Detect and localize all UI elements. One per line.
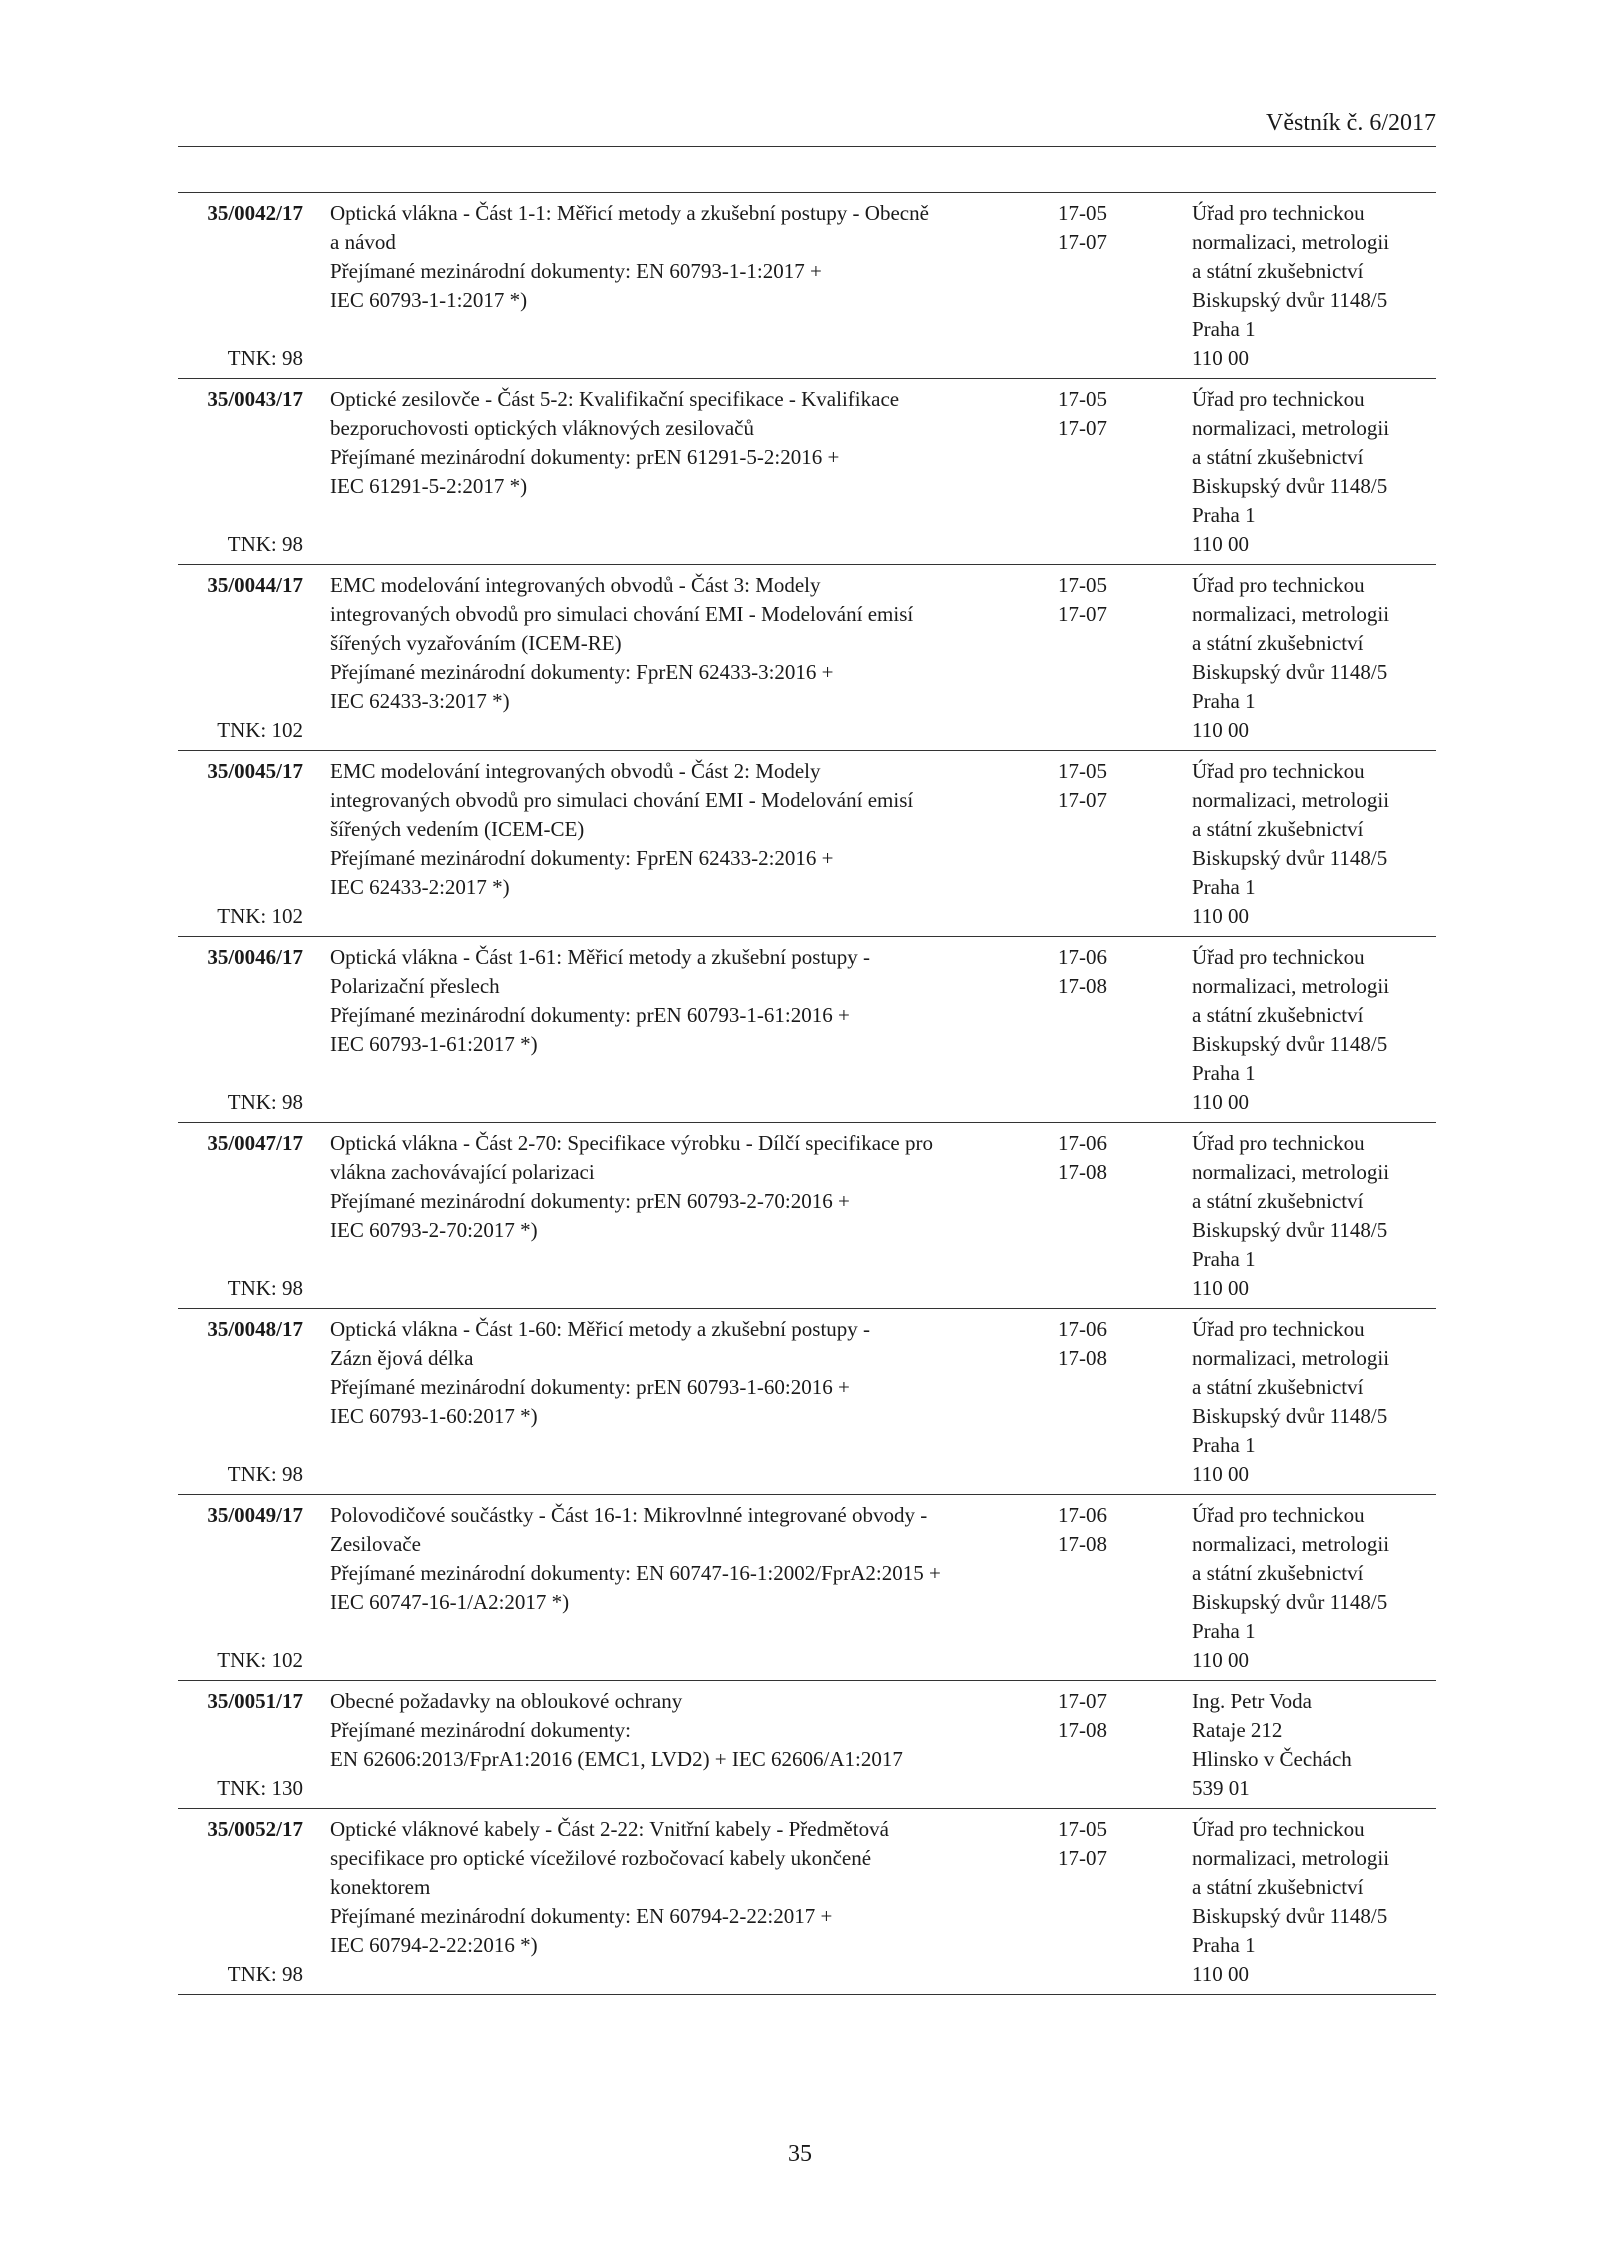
dates-cell: [1058, 1815, 1158, 1989]
title-line: EMC modelování integrovaných obvodů - Část 2: Modely: [330, 759, 821, 783]
title-line: Přejímané mezinárodní dokumenty: prEN 60793-1-61:2016 +: [330, 1003, 850, 1027]
title-line: IEC 60793-1-60:2017 *): [330, 1404, 538, 1428]
title-line: IEC 62433-2:2017 *): [330, 875, 510, 899]
title-line: Přejímané mezinárodní dokumenty: prEN 61291-5-2:2016 +: [330, 445, 840, 469]
table-row: [178, 564, 1436, 750]
table-row: [178, 750, 1436, 936]
table-row: [178, 936, 1436, 1122]
office-line: Biskupský dvůr 1148/5: [1192, 1904, 1388, 1928]
standard-number: 35/0042/17: [207, 201, 303, 225]
title-line: Optická vlákna - Část 1-61: Měřicí metody a zkušební postupy -: [330, 945, 871, 969]
dates-cell: [1058, 385, 1158, 559]
office-line: Úřad pro technickou: [1192, 945, 1365, 969]
row-id-cell: [178, 943, 303, 1117]
office-cell: [1192, 1315, 1436, 1489]
office-cell: [1192, 385, 1436, 559]
office-line: Praha 1: [1192, 1933, 1256, 1957]
date-line: 17-05: [1058, 387, 1107, 411]
tnk-label: TNK: 98: [227, 346, 303, 370]
date-line: 17-06: [1058, 1317, 1107, 1341]
office-line: 110 00: [1192, 1276, 1249, 1300]
date-line: 17-07: [1058, 602, 1107, 626]
title-line: EN 62606:2013/FprA1:2016 (EMC1, LVD2) + IEC 62606/A1:2017: [330, 1747, 903, 1771]
page-number: 35: [788, 2141, 812, 2167]
office-line: Praha 1: [1192, 875, 1256, 899]
date-line: 17-06: [1058, 1503, 1107, 1527]
office-line: a státní zkušebnictví: [1192, 1189, 1364, 1213]
office-line: 110 00: [1192, 904, 1249, 928]
title-line: Přejímané mezinárodní dokumenty: prEN 60793-1-60:2016 +: [330, 1375, 850, 1399]
office-line: normalizaci, metrologii: [1192, 1532, 1390, 1556]
title-line: Optická vlákna - Část 1-1: Měřicí metody a zkušební postupy - Obecně: [330, 201, 929, 225]
tnk-label: TNK: 102: [217, 1648, 303, 1672]
office-line: Rataje 212: [1192, 1718, 1283, 1742]
standard-number: 35/0044/17: [207, 573, 303, 597]
title-line: Přejímané mezinárodní dokumenty: FprEN 62433-2:2016 +: [330, 846, 834, 870]
row-id-cell: [178, 571, 303, 745]
office-line: 539 01: [1192, 1776, 1250, 1800]
title-line: IEC 61291-5-2:2017 *): [330, 474, 528, 498]
title-line: IEC 60793-1-1:2017 *): [330, 288, 528, 312]
date-line: 17-08: [1058, 1160, 1107, 1184]
standard-number: 35/0045/17: [207, 759, 303, 783]
office-line: Biskupský dvůr 1148/5: [1192, 660, 1388, 684]
date-line: 17-07: [1058, 788, 1107, 812]
office-cell: [1192, 199, 1436, 373]
title-cell: [330, 1501, 1038, 1675]
office-line: Hlinsko v Čechách: [1192, 1747, 1352, 1771]
office-line: Biskupský dvůr 1148/5: [1192, 1404, 1388, 1428]
office-line: a státní zkušebnictví: [1192, 1003, 1364, 1027]
office-line: a státní zkušebnictví: [1192, 259, 1364, 283]
office-line: Biskupský dvůr 1148/5: [1192, 1590, 1388, 1614]
office-line: Praha 1: [1192, 1061, 1256, 1085]
tnk-label: TNK: 98: [227, 532, 303, 556]
row-id-cell: [178, 1687, 303, 1803]
table-row: [178, 1808, 1436, 1994]
office-line: Praha 1: [1192, 1619, 1256, 1643]
title-cell: [330, 757, 1038, 931]
title-cell: [330, 1815, 1038, 1989]
title-line: IEC 60793-2-70:2017 *): [330, 1218, 538, 1242]
title-line: IEC 60793-1-61:2017 *): [330, 1032, 538, 1056]
row-id-cell: [178, 757, 303, 931]
tnk-label: TNK: 98: [227, 1090, 303, 1114]
office-line: Úřad pro technickou: [1192, 1131, 1365, 1155]
table-row: [178, 1308, 1436, 1494]
date-line: 17-07: [1058, 1846, 1107, 1870]
date-line: 17-08: [1058, 1346, 1107, 1370]
office-line: Praha 1: [1192, 1247, 1256, 1271]
title-line: Přejímané mezinárodní dokumenty:: [330, 1718, 631, 1742]
office-line: normalizaci, metrologii: [1192, 788, 1390, 812]
title-line: Optické vláknové kabely - Část 2-22: Vnitřní kabely - Předmětová: [330, 1817, 889, 1841]
office-line: Biskupský dvůr 1148/5: [1192, 1032, 1388, 1056]
date-line: 17-08: [1058, 1532, 1107, 1556]
title-line: IEC 60794-2-22:2016 *): [330, 1933, 538, 1957]
tnk-label: TNK: 98: [227, 1962, 303, 1986]
standard-number: 35/0052/17: [207, 1817, 303, 1841]
title-line: bezporuchovosti optických vláknových zesilovačů: [330, 416, 754, 440]
standard-number: 35/0049/17: [207, 1503, 303, 1527]
office-line: a státní zkušebnictví: [1192, 1875, 1364, 1899]
dates-cell: [1058, 943, 1158, 1117]
title-cell: [330, 1687, 1038, 1803]
date-line: 17-05: [1058, 201, 1107, 225]
office-line: Úřad pro technickou: [1192, 1817, 1365, 1841]
office-line: 110 00: [1192, 1648, 1249, 1672]
date-line: 17-06: [1058, 945, 1107, 969]
date-line: 17-08: [1058, 974, 1107, 998]
office-line: Biskupský dvůr 1148/5: [1192, 1218, 1388, 1242]
office-cell: [1192, 943, 1436, 1117]
title-line: konektorem: [330, 1875, 431, 1899]
date-line: 17-06: [1058, 1131, 1107, 1155]
title-line: Polarizační přeslech: [330, 974, 500, 998]
office-line: 110 00: [1192, 1962, 1249, 1986]
title-line: integrovaných obvodů pro simulaci chování EMI - Modelování emisí: [330, 788, 914, 812]
date-line: 17-08: [1058, 1718, 1107, 1742]
row-id-cell: [178, 385, 303, 559]
office-line: Praha 1: [1192, 503, 1256, 527]
row-id-cell: [178, 1815, 303, 1989]
standards-table: [178, 192, 1436, 1995]
date-line: 17-05: [1058, 573, 1107, 597]
title-line: Přejímané mezinárodní dokumenty: EN 60794-2-22:2017 +: [330, 1904, 833, 1928]
office-line: a státní zkušebnictví: [1192, 1375, 1364, 1399]
office-cell: [1192, 571, 1436, 745]
table-row: [178, 1494, 1436, 1680]
title-line: Optické zesilovče - Část 5-2: Kvalifikační specifikace - Kvalifikace: [330, 387, 900, 411]
title-line: Zesilovače: [330, 1532, 421, 1556]
office-line: a státní zkušebnictví: [1192, 1561, 1364, 1585]
office-cell: [1192, 757, 1436, 931]
office-line: Praha 1: [1192, 689, 1256, 713]
standard-number: 35/0043/17: [207, 387, 303, 411]
office-line: Úřad pro technickou: [1192, 1317, 1365, 1341]
title-line: a návod: [330, 230, 396, 254]
row-id-cell: [178, 1501, 303, 1675]
office-line: Biskupský dvůr 1148/5: [1192, 474, 1388, 498]
date-line: 17-07: [1058, 416, 1107, 440]
row-id-cell: [178, 1129, 303, 1303]
office-line: Úřad pro technickou: [1192, 201, 1365, 225]
title-cell: [330, 1129, 1038, 1303]
office-line: Biskupský dvůr 1148/5: [1192, 288, 1388, 312]
title-line: integrovaných obvodů pro simulaci chování EMI - Modelování emisí: [330, 602, 914, 626]
date-line: 17-05: [1058, 1817, 1107, 1841]
date-line: 17-05: [1058, 759, 1107, 783]
office-line: normalizaci, metrologii: [1192, 1160, 1390, 1184]
title-line: šířených vedením (ICEM-CE): [330, 817, 585, 841]
office-line: a státní zkušebnictví: [1192, 817, 1364, 841]
date-line: 17-07: [1058, 230, 1107, 254]
standard-number: 35/0047/17: [207, 1131, 303, 1155]
office-line: Úřad pro technickou: [1192, 387, 1365, 411]
title-line: Přejímané mezinárodní dokumenty: EN 60747-16-1:2002/FprA2:2015 +: [330, 1561, 941, 1585]
office-line: 110 00: [1192, 718, 1249, 742]
title-line: EMC modelování integrovaných obvodů - Část 3: Modely: [330, 573, 821, 597]
tnk-label: TNK: 98: [227, 1462, 303, 1486]
journal-issue: Věstník č. 6/2017: [1266, 110, 1436, 136]
office-line: Ing. Petr Voda: [1192, 1689, 1312, 1713]
office-cell: [1192, 1687, 1436, 1803]
tnk-label: TNK: 130: [217, 1776, 303, 1800]
office-line: Úřad pro technickou: [1192, 759, 1365, 783]
office-line: 110 00: [1192, 346, 1249, 370]
dates-cell: [1058, 1129, 1158, 1303]
office-line: Biskupský dvůr 1148/5: [1192, 846, 1388, 870]
office-line: a státní zkušebnictví: [1192, 445, 1364, 469]
title-line: specifikace pro optické vícežilové rozbočovací kabely ukončené: [330, 1846, 872, 1870]
office-cell: [1192, 1129, 1436, 1303]
office-line: 110 00: [1192, 1090, 1249, 1114]
dates-cell: [1058, 1315, 1158, 1489]
title-line: Přejímané mezinárodní dokumenty: FprEN 62433-3:2016 +: [330, 660, 834, 684]
office-line: Úřad pro technickou: [1192, 1503, 1365, 1527]
standard-number: 35/0048/17: [207, 1317, 303, 1341]
title-line: Přejímané mezinárodní dokumenty: EN 60793-1-1:2017 +: [330, 259, 822, 283]
office-line: 110 00: [1192, 1462, 1249, 1486]
office-line: normalizaci, metrologii: [1192, 416, 1390, 440]
office-line: 110 00: [1192, 532, 1249, 556]
table-row: [178, 1680, 1436, 1808]
dates-cell: [1058, 571, 1158, 745]
title-line: IEC 62433-3:2017 *): [330, 689, 510, 713]
date-line: 17-07: [1058, 1689, 1107, 1713]
office-cell: [1192, 1815, 1436, 1989]
title-cell: [330, 199, 1038, 373]
office-line: Úřad pro technickou: [1192, 573, 1365, 597]
standard-number: 35/0046/17: [207, 945, 303, 969]
title-cell: [330, 1315, 1038, 1489]
title-line: vlákna zachovávající polarizaci: [330, 1160, 595, 1184]
office-line: normalizaci, metrologii: [1192, 1346, 1390, 1370]
dates-cell: [1058, 199, 1158, 373]
title-line: Přejímané mezinárodní dokumenty: prEN 60793-2-70:2016 +: [330, 1189, 850, 1213]
title-line: Zázn ějová délka: [330, 1346, 474, 1370]
row-id-cell: [178, 199, 303, 373]
title-cell: [330, 943, 1038, 1117]
dates-cell: [1058, 1501, 1158, 1675]
office-line: Praha 1: [1192, 1433, 1256, 1457]
row-id-cell: [178, 1315, 303, 1489]
dates-cell: [1058, 757, 1158, 931]
title-line: šířených vyzařováním (ICEM-RE): [330, 631, 622, 655]
dates-cell: [1058, 1687, 1158, 1803]
office-line: Praha 1: [1192, 317, 1256, 341]
journal-header: [178, 108, 1436, 147]
title-line: IEC 60747-16-1/A2:2017 *): [330, 1590, 570, 1614]
tnk-label: TNK: 102: [217, 904, 303, 928]
title-line: Obecné požadavky na obloukové ochrany: [330, 1689, 683, 1713]
office-line: a státní zkušebnictví: [1192, 631, 1364, 655]
office-cell: [1192, 1501, 1436, 1675]
title-line: Optická vlákna - Část 1-60: Měřicí metody a zkušební postupy -: [330, 1317, 871, 1341]
office-line: normalizaci, metrologii: [1192, 974, 1390, 998]
table-row: [178, 1122, 1436, 1308]
office-line: normalizaci, metrologii: [1192, 602, 1390, 626]
tnk-label: TNK: 98: [227, 1276, 303, 1300]
title-line: Optická vlákna - Část 2-70: Specifikace výrobku - Dílčí specifikace pro: [330, 1131, 933, 1155]
standard-number: 35/0051/17: [207, 1689, 303, 1713]
title-cell: [330, 571, 1038, 745]
title-cell: [330, 385, 1038, 559]
table-row: [178, 193, 1436, 378]
office-line: normalizaci, metrologii: [1192, 230, 1390, 254]
table-row: [178, 378, 1436, 564]
tnk-label: TNK: 102: [217, 718, 303, 742]
title-line: Polovodičové součástky - Část 16-1: Mikrovlnné integrované obvody -: [330, 1503, 928, 1527]
office-line: normalizaci, metrologii: [1192, 1846, 1390, 1870]
